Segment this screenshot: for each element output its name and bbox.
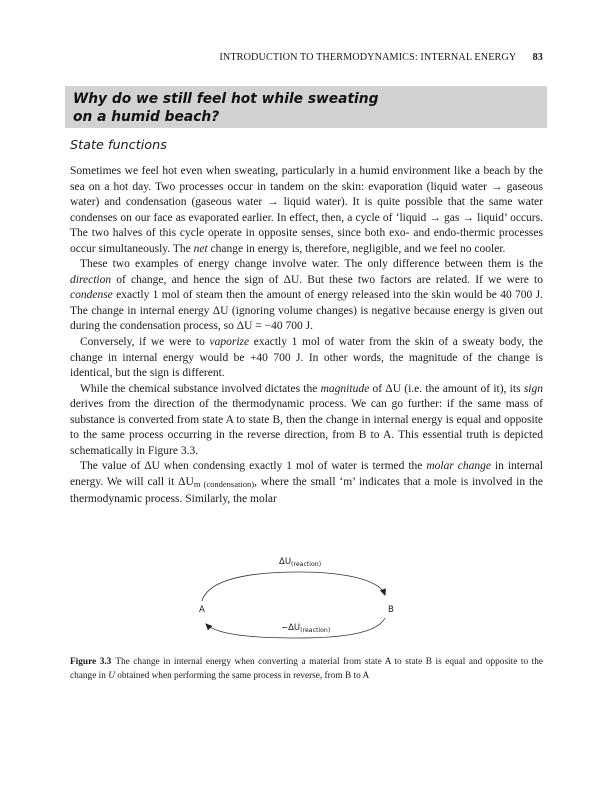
math-delta-u: ΔU (144, 460, 160, 473)
emphasis-sign: sign (523, 382, 543, 395)
emphasis-magnitude: magnitude (320, 382, 370, 395)
caption-math-u: U (108, 670, 115, 681)
body-text (70, 164, 543, 508)
math-delta-u: ΔU (212, 304, 229, 317)
reverse-change-label: $-\Delta U_{(reaction)}$ (281, 623, 331, 634)
running-head-title: INTRODUCTION TO THERMODYNAMICS: INTERNAL ENERGY (219, 52, 516, 63)
emphasis-condense: condense (70, 289, 113, 302)
running-head (70, 52, 543, 63)
section-title: State functions (70, 138, 167, 153)
forward-arrow (202, 572, 385, 601)
page-number: 83 (532, 52, 543, 63)
paragraph-4: While the chemical substance involved dictates the magnitude of ΔU (i.e. the amount of it), its sign derives from the direction of the thermodynamic process. We can go further: if the same mass of substance is converted from state A to state B, then the change in internal energy is equal and opposite to the same process occurring in the reverse direction, from B to A. This essential truth is depicted schematically in Figure 3.3. (70, 382, 543, 457)
paragraph-3: Conversely, if we were to vaporize exactly 1 mol of water from the skin of a sweaty body, the change in internal energy would be +40 700 J. In other words, the magnitude of the change is identical, but the sign is different. (70, 336, 543, 380)
box-heading-line-2: on a humid beach? (73, 108, 220, 125)
math-subscript: m (condensation) (193, 478, 255, 489)
math-delta-u: ΔU (283, 273, 300, 286)
state-a-label: A (199, 605, 205, 615)
box-heading (65, 86, 547, 128)
paragraph-2: These two examples of energy change involve water. The only difference between them is the direction of change, and hence the sign of ΔU. But these two factors are related. If we were to condense exactly 1 mol of steam then the amount of energy released into the skin would be 40 700 J. The change in internal energy ΔU (ignoring volume changes) is negative because energy is given out during the condensation process, so ΔU = −40 700 J. (70, 258, 544, 333)
box-heading-line-1: Why do we still feel hot while sweating (73, 91, 379, 107)
caption-label: Figure 3.3 (70, 657, 112, 667)
math-delta-u-molar: $\Delta U_{m (condensation)}$ (178, 475, 255, 489)
math-equation: ΔU = −40 700 J (236, 320, 311, 333)
emphasis-direction: direction (70, 273, 112, 286)
state-b-label: B (388, 605, 394, 615)
paragraph-5: The value of ΔU when condensing exactly 1 mol of water is termed the molar change in internal energy. We will call it $\Delta U_{m (condensation)}$, where the small ‘m’ indicates that a mole is involved in the thermodynamic process. Similarly, the molar (70, 460, 543, 506)
figure-caption: Figure 3.3 The change in internal energy when converting a material from state A to state B is equal and opposite to the change in U obtained when performing the same process in reverse, from B to A (70, 657, 543, 681)
emphasis-net: net (193, 242, 208, 255)
emphasis-molar-change: molar change (426, 460, 491, 473)
emphasis-vaporize: vaporize (209, 336, 250, 349)
forward-change-label: $\Delta U_{(reaction)}$ (279, 557, 322, 568)
paragraph-1: Sometimes we feel hot even when sweating, particularly in a humid environment like a beach by the sea on a hot day. Two processes occur in tandem on the skin: evaporation (liquid water → gaseous water) and condensation (gaseous water → liquid water). It is quite possible that the same water condenses on our face as evaporated earlier. In effect, then, a cycle of ‘liquid → gas → liquid’ occurs. The two halves of this cycle operate in opposite senses, since both exo- and endo-thermic processes occur simultaneously. The net change in energy is, therefore, negligible, and we feel no cooler. (70, 165, 543, 255)
figure-3-3 (180, 552, 420, 652)
math-delta-u: ΔU (385, 382, 401, 395)
